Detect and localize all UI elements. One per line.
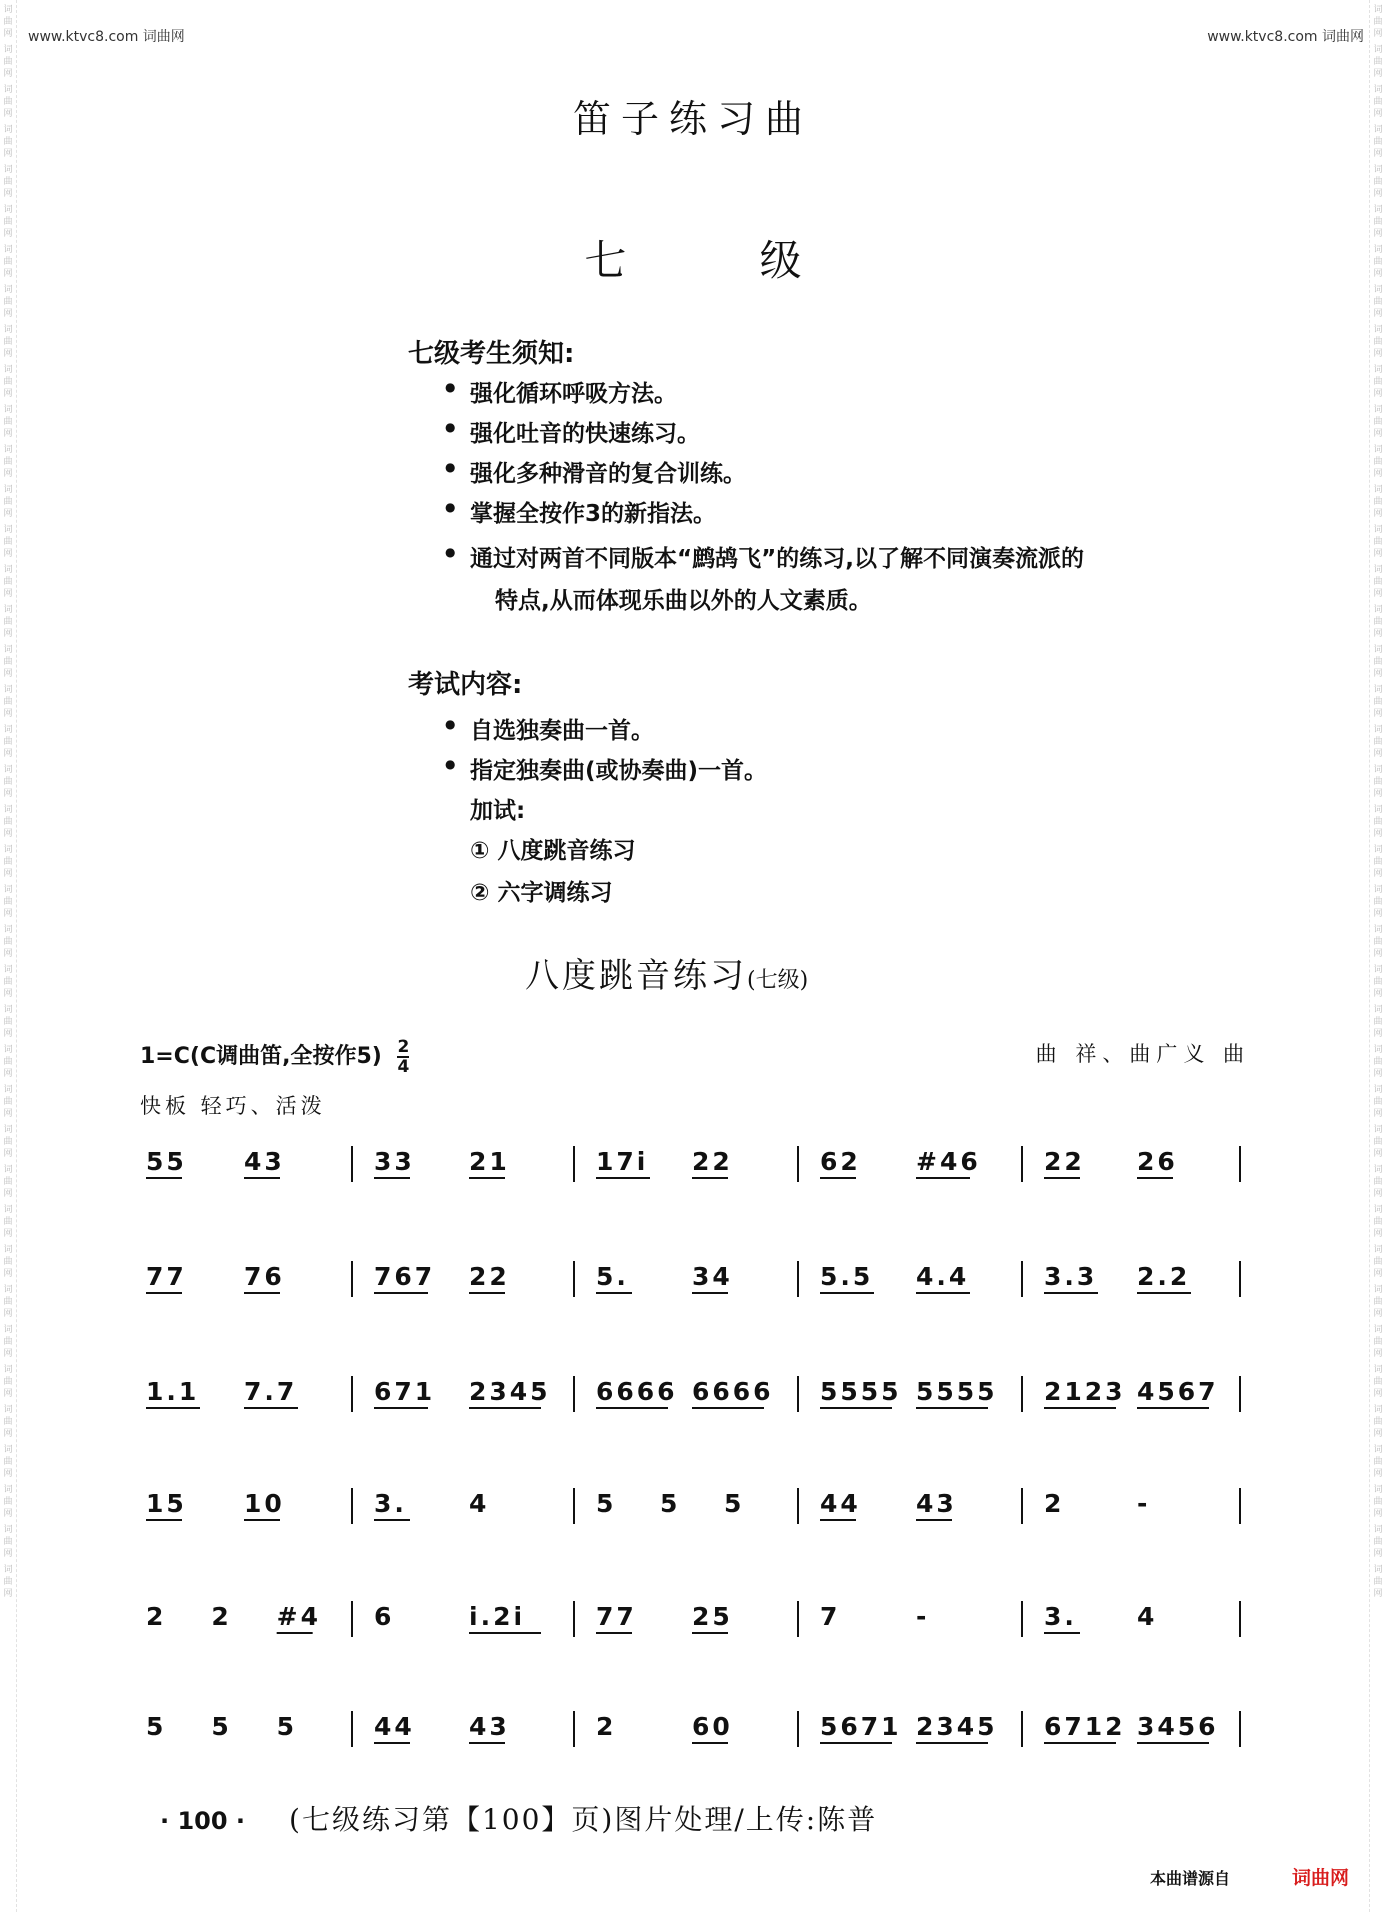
- note-group: 60: [692, 1712, 733, 1741]
- edge-watermark: 词曲网: [3, 1045, 13, 1079]
- edge-watermark: 词曲网: [3, 45, 13, 79]
- edge-watermark: 词曲网: [3, 1005, 13, 1039]
- exam-item: ● 指定独奏曲(或协奏曲)一首。: [470, 752, 767, 785]
- edge-watermark: 词曲网: [1373, 1285, 1383, 1319]
- watermark-right: www.ktvc8.com 词曲网: [1207, 29, 1364, 45]
- edge-watermark: 词曲网: [3, 925, 13, 959]
- edge-watermark: 词曲网: [3, 1365, 13, 1399]
- edge-watermark: 词曲网: [1373, 125, 1383, 159]
- note-group: 43: [916, 1489, 957, 1518]
- extra-label: 加试:: [470, 798, 526, 824]
- edge-watermark: 词曲网: [1373, 925, 1383, 959]
- note-group: 3.3: [1044, 1262, 1098, 1291]
- edge-watermark: 词曲网: [3, 565, 13, 599]
- note-group: 5671: [820, 1712, 902, 1741]
- edge-watermark: 词曲网: [3, 1445, 13, 1479]
- edge-watermark: 词曲网: [3, 725, 13, 759]
- edge-watermark: 词曲网: [1373, 325, 1383, 359]
- edge-watermark: 词曲网: [1373, 1445, 1383, 1479]
- edge-watermark: 词曲网: [1373, 845, 1383, 879]
- edge-watermark: 词曲网: [3, 485, 13, 519]
- note-group: 62: [820, 1147, 861, 1176]
- edge-watermark: 词曲网: [1373, 445, 1383, 479]
- footer: [160, 1798, 877, 1838]
- edge-watermark: 词曲网: [1373, 885, 1383, 919]
- watermark-left: www.ktvc8.com 词曲网: [28, 29, 185, 45]
- edge-watermark: 词曲网: [1373, 1325, 1383, 1359]
- exam-heading: 考试内容:: [408, 670, 523, 700]
- edge-watermark: 词曲网: [3, 885, 13, 919]
- edge-watermark: 词曲网: [1373, 565, 1383, 599]
- note-group: 671: [374, 1377, 436, 1406]
- note-group: 10: [244, 1489, 285, 1518]
- edge-watermark: 词曲网: [3, 125, 13, 159]
- note-group: 5: [146, 1712, 167, 1741]
- note-group: 2.2: [1137, 1262, 1191, 1291]
- edge-watermark: 词曲网: [3, 1125, 13, 1159]
- edge-watermark: 词曲网: [3, 1525, 13, 1559]
- edge-watermark: 词曲网: [1373, 5, 1383, 39]
- site-logo: 词曲网: [1292, 1867, 1350, 1889]
- notice-item: ● 强化循环呼吸方法。: [470, 375, 677, 408]
- note-group: 34: [692, 1262, 733, 1291]
- note-group: 5: [724, 1489, 745, 1518]
- etude-title-text: 八度跳音练习: [525, 956, 747, 996]
- edge-watermark: 词曲网: [1373, 1165, 1383, 1199]
- edge-watermark: 词曲网: [3, 205, 13, 239]
- source-label: 本曲谱源自: [1150, 1869, 1231, 1888]
- edge-watermark: 词曲网: [3, 85, 13, 119]
- edge-watermark: 词曲网: [1373, 1085, 1383, 1119]
- edge-watermark: 词曲网: [1373, 805, 1383, 839]
- exam-item: ● 自选独奏曲一首。: [470, 712, 654, 745]
- edge-watermark: 词曲网: [3, 1205, 13, 1239]
- note-group: 21: [469, 1147, 510, 1176]
- key-text: 1=C(C调曲笛,全按作5): [140, 1044, 382, 1069]
- notice-item: ● 强化多种滑音的复合训练。: [470, 455, 746, 488]
- edge-watermark: 词曲网: [3, 1085, 13, 1119]
- note-group: 6712: [1044, 1712, 1126, 1741]
- extra-item: ① 八度跳音练习: [470, 838, 636, 864]
- note-group: 15: [146, 1489, 187, 1518]
- note-group: 6: [374, 1602, 395, 1631]
- notice-item: ● 掌握全按作3的新指法。: [470, 495, 716, 528]
- edge-watermark: 词曲网: [1373, 365, 1383, 399]
- edge-watermark: 词曲网: [3, 1405, 13, 1439]
- note-group: 22: [469, 1262, 510, 1291]
- time-top: 2: [397, 1037, 410, 1057]
- edge-watermark: 词曲网: [1373, 1205, 1383, 1239]
- note-group: 5555: [916, 1377, 998, 1406]
- edge-watermark: 词曲网: [3, 1165, 13, 1199]
- note-group: 2: [596, 1712, 617, 1741]
- edge-watermark: 词曲网: [1373, 1245, 1383, 1279]
- edge-watermark: 词曲网: [1373, 685, 1383, 719]
- note-group: 2123: [1044, 1377, 1126, 1406]
- note-group: 7.7: [244, 1377, 298, 1406]
- edge-watermark: 词曲网: [1373, 1525, 1383, 1559]
- note-group: 25: [692, 1602, 733, 1631]
- edge-watermark: 词曲网: [1373, 285, 1383, 319]
- edge-watermark: 词曲网: [1373, 85, 1383, 119]
- edge-watermark: 词曲网: [3, 1285, 13, 1319]
- edge-watermark: 词曲网: [3, 845, 13, 879]
- edge-watermark: 词曲网: [1373, 205, 1383, 239]
- note-group: 5: [211, 1712, 232, 1741]
- note-group: 76: [244, 1262, 285, 1291]
- page-number: · 100 ·: [160, 1807, 246, 1835]
- note-group: -: [916, 1602, 930, 1631]
- note-group: 5: [660, 1489, 681, 1518]
- edge-watermark: 词曲网: [1373, 1125, 1383, 1159]
- edge-watermark: 词曲网: [3, 1565, 13, 1599]
- notice-item: ● 通过对两首不同版本“鹧鸪飞”的练习,以了解不同演奏流派的: [470, 540, 1084, 573]
- edge-watermark: 词曲网: [1373, 1565, 1383, 1599]
- note-group: 1.1: [146, 1377, 200, 1406]
- edge-watermark: 词曲网: [3, 405, 13, 439]
- etude-subtitle: (七级): [747, 968, 809, 993]
- edge-watermark: 词曲网: [3, 445, 13, 479]
- note-group: 2345: [469, 1377, 551, 1406]
- edge-watermark: 词曲网: [1373, 965, 1383, 999]
- note-group: 43: [469, 1712, 510, 1741]
- edge-watermark: 词曲网: [3, 605, 13, 639]
- note-group: 5555: [820, 1377, 902, 1406]
- edge-watermark: 词曲网: [1373, 45, 1383, 79]
- note-group: 2: [211, 1602, 232, 1631]
- edge-watermark: 词曲网: [1373, 765, 1383, 799]
- note-group: 77: [596, 1602, 637, 1631]
- note-group: 3456: [1137, 1712, 1219, 1741]
- note-group: 767: [374, 1262, 436, 1291]
- edge-watermark: 词曲网: [3, 1485, 13, 1519]
- note-group: 17i: [596, 1147, 649, 1176]
- note-group: 5.5: [820, 1262, 874, 1291]
- edge-watermark: 词曲网: [3, 805, 13, 839]
- edge-watermark: 词曲网: [3, 1325, 13, 1359]
- edge-watermark: 词曲网: [1373, 485, 1383, 519]
- note-group: 2345: [916, 1712, 998, 1741]
- edge-watermark: 词曲网: [1373, 645, 1383, 679]
- notice-heading: 七级考生须知:: [408, 339, 575, 369]
- note-group: 7: [820, 1602, 841, 1631]
- level-title: 七 级: [584, 236, 862, 285]
- note-group: 4567: [1137, 1377, 1219, 1406]
- note-group: -: [1137, 1489, 1151, 1518]
- note-group: 3.: [1044, 1602, 1077, 1631]
- edge-watermark: 词曲网: [3, 765, 13, 799]
- note-group: 33: [374, 1147, 415, 1176]
- note-group: 77: [146, 1262, 187, 1291]
- note-group: #4: [276, 1602, 322, 1631]
- edge-watermark: 词曲网: [1373, 525, 1383, 559]
- edge-watermark: 词曲网: [3, 1245, 13, 1279]
- note-group: 3.: [374, 1489, 407, 1518]
- edge-watermark: 词曲网: [3, 685, 13, 719]
- note-group: 5: [276, 1712, 298, 1741]
- book-title: 笛子练习曲: [572, 97, 813, 141]
- note-group: 4: [469, 1489, 490, 1518]
- note-group: i.2i: [469, 1602, 526, 1631]
- edge-watermark: 词曲网: [1373, 1485, 1383, 1519]
- edge-watermark: 词曲网: [3, 165, 13, 199]
- edge-watermark: 词曲网: [1373, 725, 1383, 759]
- edge-watermark: 词曲网: [1373, 245, 1383, 279]
- note-group: 2: [1044, 1489, 1065, 1518]
- note-group: 5: [596, 1489, 617, 1518]
- note-group: 4.4: [916, 1262, 970, 1291]
- note-group: #46: [916, 1147, 981, 1176]
- composer-credit: 曲 祥、曲广义 曲: [1035, 1042, 1250, 1066]
- note-group: 44: [374, 1712, 415, 1741]
- note-group: 6666: [692, 1377, 774, 1406]
- edge-watermark: 词曲网: [3, 5, 13, 39]
- edge-watermark: 词曲网: [3, 325, 13, 359]
- edge-watermark: 词曲网: [1373, 1045, 1383, 1079]
- edge-watermark: 词曲网: [1373, 1405, 1383, 1439]
- edge-watermark: 词曲网: [1373, 605, 1383, 639]
- edge-watermark: 词曲网: [1373, 1365, 1383, 1399]
- notice-item-continued: 特点,从而体现乐曲以外的人文素质。: [495, 588, 872, 614]
- note-group: 44: [820, 1489, 861, 1518]
- note-group: 5.: [596, 1262, 629, 1291]
- note-group: 26: [1137, 1147, 1178, 1176]
- note-group: 22: [1044, 1147, 1085, 1176]
- edge-watermark: 词曲网: [3, 365, 13, 399]
- note-group: 43: [244, 1147, 285, 1176]
- edge-watermark: 词曲网: [3, 645, 13, 679]
- note-group: 6666: [596, 1377, 678, 1406]
- note-group: 22: [692, 1147, 733, 1176]
- tempo-marking: 快板 轻巧、活泼: [140, 1094, 326, 1118]
- edge-watermark: 词曲网: [3, 965, 13, 999]
- note-group: 4: [1137, 1602, 1158, 1631]
- edge-watermark: 词曲网: [3, 285, 13, 319]
- extra-item: ② 六字调练习: [470, 880, 613, 906]
- note-group: 55: [146, 1147, 187, 1176]
- note-group: 2: [146, 1602, 167, 1631]
- edge-watermark: 词曲网: [3, 525, 13, 559]
- notice-item: ● 强化吐音的快速练习。: [470, 415, 700, 448]
- edge-watermark: 词曲网: [1373, 405, 1383, 439]
- footer-caption: (七级练习第【100】页)图片处理/上传:陈普: [289, 1803, 878, 1836]
- edge-watermark: 词曲网: [1373, 165, 1383, 199]
- edge-watermark: 词曲网: [3, 245, 13, 279]
- time-bottom: 4: [397, 1057, 410, 1077]
- edge-watermark: 词曲网: [1373, 1005, 1383, 1039]
